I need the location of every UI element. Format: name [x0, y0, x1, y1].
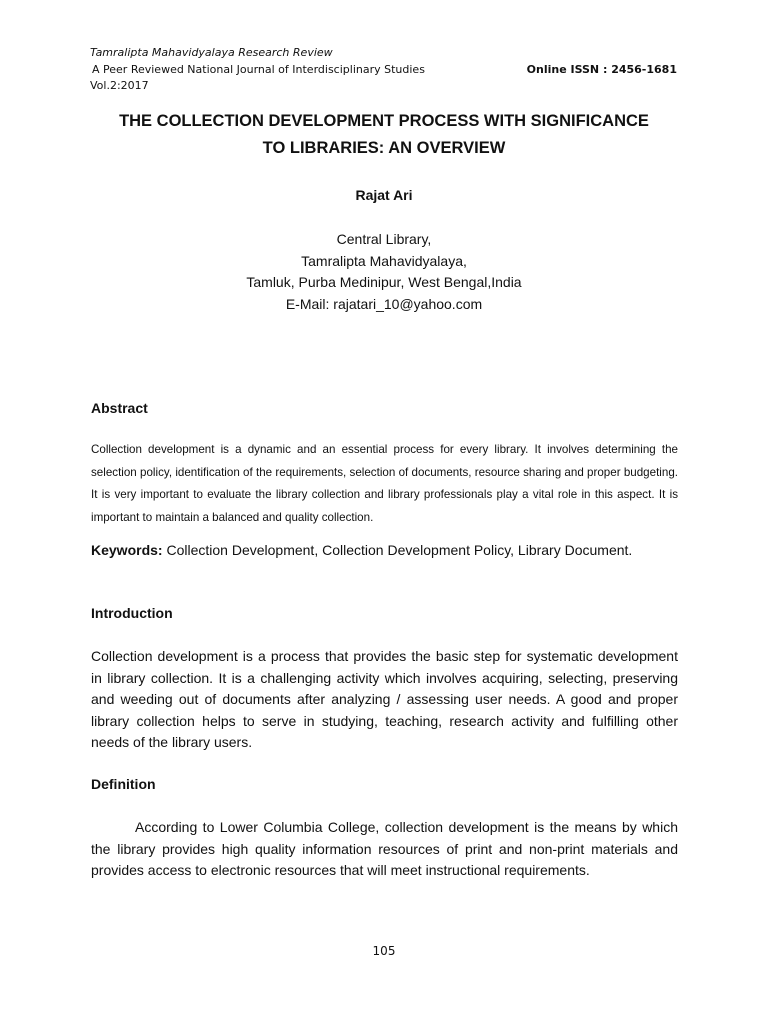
- keywords-text: Collection Development, Collection Development Policy, Library Document.: [162, 542, 633, 558]
- journal-volume: Vol.2:2017: [90, 79, 149, 92]
- introduction-body: Collection development is a process that provides the basic step for systematic development in library collection. It is a challenging activity which involves acquiring, selecting, preserving and weeding out of documents after analyzing / assessing user needs. A good and proper library collection helps to serve in studying, teaching, research activity and fulfilling other needs of the library users.: [91, 648, 678, 750]
- journal-issn: Online ISSN : 2456-1681: [526, 63, 677, 76]
- keywords-line: [91, 541, 632, 559]
- journal-name: Tamralipta Mahavidyalaya Research Review: [90, 46, 333, 59]
- author-email: E-Mail: rajatari_10@yahoo.com: [285, 296, 483, 312]
- abstract-heading: Abstract: [91, 400, 148, 416]
- page-number: 105: [372, 944, 396, 958]
- affiliation-line: Tamluk, Purba Medinipur, West Bengal,India: [246, 274, 522, 290]
- paper-title-line-1: THE COLLECTION DEVELOPMENT PROCESS WITH SIGNIFICANCE: [119, 112, 649, 130]
- abstract-body: Collection development is a dynamic and an essential process for every library. It involves determining the selection policy, identification of the requirements, selection of documents, resource sharing and proper budgeting. It is very important to evaluate the library collection and library professionals play a vital role in this aspect. It is important to maintain a balanced and quality collection.: [91, 443, 678, 524]
- introduction-heading: Introduction: [91, 605, 173, 621]
- affiliation-line: Central Library,: [336, 231, 432, 247]
- definition-heading: Definition: [91, 776, 156, 792]
- affiliation-line: Tamralipta Mahavidyalaya,: [301, 253, 467, 269]
- author-name: Rajat Ari: [355, 187, 413, 203]
- journal-subtitle: A Peer Reviewed National Journal of Interdisciplinary Studies: [92, 63, 425, 76]
- keywords-label: Keywords:: [91, 542, 163, 558]
- definition-body: According to Lower Columbia College, collection development is the means by which the library provides high quality information resources of print and non-print materials and provides access to electronic resources that will meet instructional requirements.: [91, 819, 678, 878]
- paper-title-line-2: TO LIBRARIES: AN OVERVIEW: [262, 139, 506, 157]
